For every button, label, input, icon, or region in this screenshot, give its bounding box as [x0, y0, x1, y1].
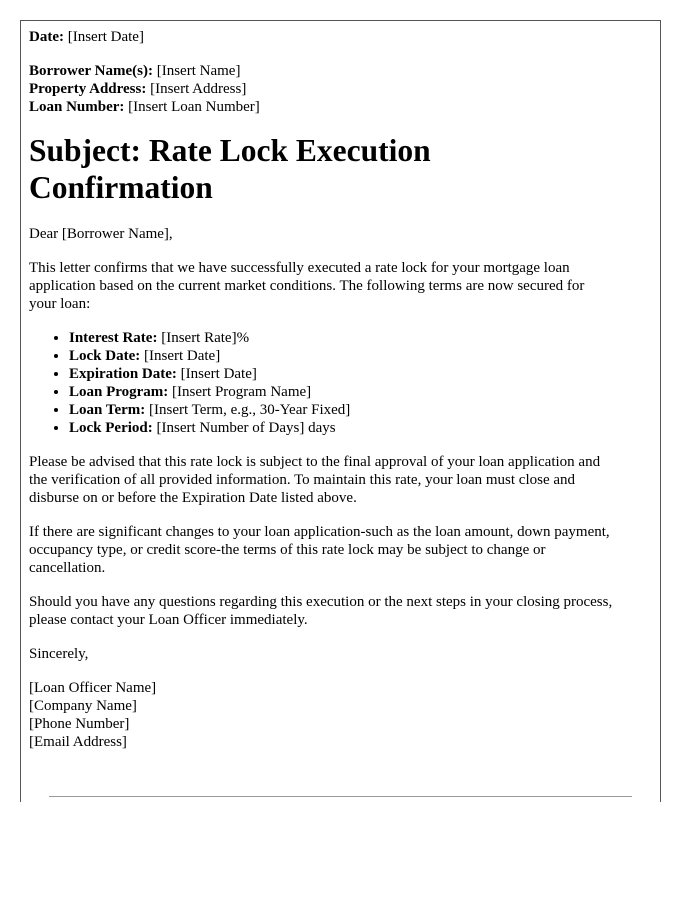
date-line [29, 28, 614, 46]
property-value: [Insert Address] [146, 81, 247, 97]
property-label: Property Address: [29, 81, 147, 97]
date-value: [Insert Date] [63, 29, 144, 45]
term-value: [Insert Date] [176, 366, 257, 382]
term-label: Expiration Date: [69, 366, 177, 382]
officer-name: [Loan Officer Name] [29, 680, 157, 696]
phone-number: [Phone Number] [29, 716, 130, 732]
contact-paragraph: Should you have any questions regarding this execution or the next steps in your closing process, please contact your Loan Officer immediately. [29, 594, 613, 628]
company-name: [Company Name] [29, 698, 137, 714]
borrower-line [29, 62, 614, 80]
term-value: [Insert Number of Days] days [152, 420, 336, 436]
term-value: [Insert Program Name] [168, 384, 312, 400]
term-value: [Insert Rate]% [157, 330, 250, 346]
loan-number-line [29, 98, 614, 116]
borrower-value: [Insert Name] [152, 63, 241, 79]
letter-content [29, 28, 614, 773]
loan-number-label: Loan Number: [29, 99, 125, 115]
loan-number-value: [Insert Loan Number] [124, 99, 260, 115]
term-loan-program [69, 383, 614, 401]
term-value: [Insert Term, e.g., 30-Year Fixed] [145, 402, 351, 418]
term-label: Interest Rate: [69, 330, 158, 346]
footer-divider [49, 796, 632, 797]
term-interest-rate [69, 329, 614, 347]
term-label: Loan Term: [69, 402, 146, 418]
changes-paragraph: If there are significant changes to your loan application-such as the loan amount, down payment, occupancy type, or credit score-the terms of this rate lock may be subject to change or cancellation. [29, 524, 610, 576]
term-expiration-date [69, 365, 614, 383]
property-line [29, 80, 614, 98]
terms-list [29, 329, 614, 437]
term-lock-period [69, 419, 614, 437]
borrower-label: Borrower Name(s): [29, 63, 153, 79]
term-loan-term [69, 401, 614, 419]
term-label: Lock Date: [69, 348, 141, 364]
salutation: Dear [Borrower Name], [29, 226, 173, 242]
term-lock-date [69, 347, 614, 365]
term-label: Lock Period: [69, 420, 153, 436]
date-label: Date: [29, 29, 64, 45]
term-label: Loan Program: [69, 384, 169, 400]
subject-heading: Subject: Rate Lock Execution Confirmation [29, 133, 431, 205]
signature-block [29, 679, 614, 751]
term-value: [Insert Date] [140, 348, 221, 364]
email-address: [Email Address] [29, 734, 127, 750]
loan-details [29, 62, 614, 116]
closing: Sincerely, [29, 646, 89, 662]
intro-paragraph: This letter confirms that we have successfully executed a rate lock for your mortgage loan application based on the current market conditions. The following terms are now secured for your loan: [29, 260, 585, 312]
approval-paragraph: Please be advised that this rate lock is subject to the final approval of your loan application and the verification of all provided information. To maintain this rate, your loan must close and disburse on or before the Expiration Date listed above. [29, 454, 601, 506]
